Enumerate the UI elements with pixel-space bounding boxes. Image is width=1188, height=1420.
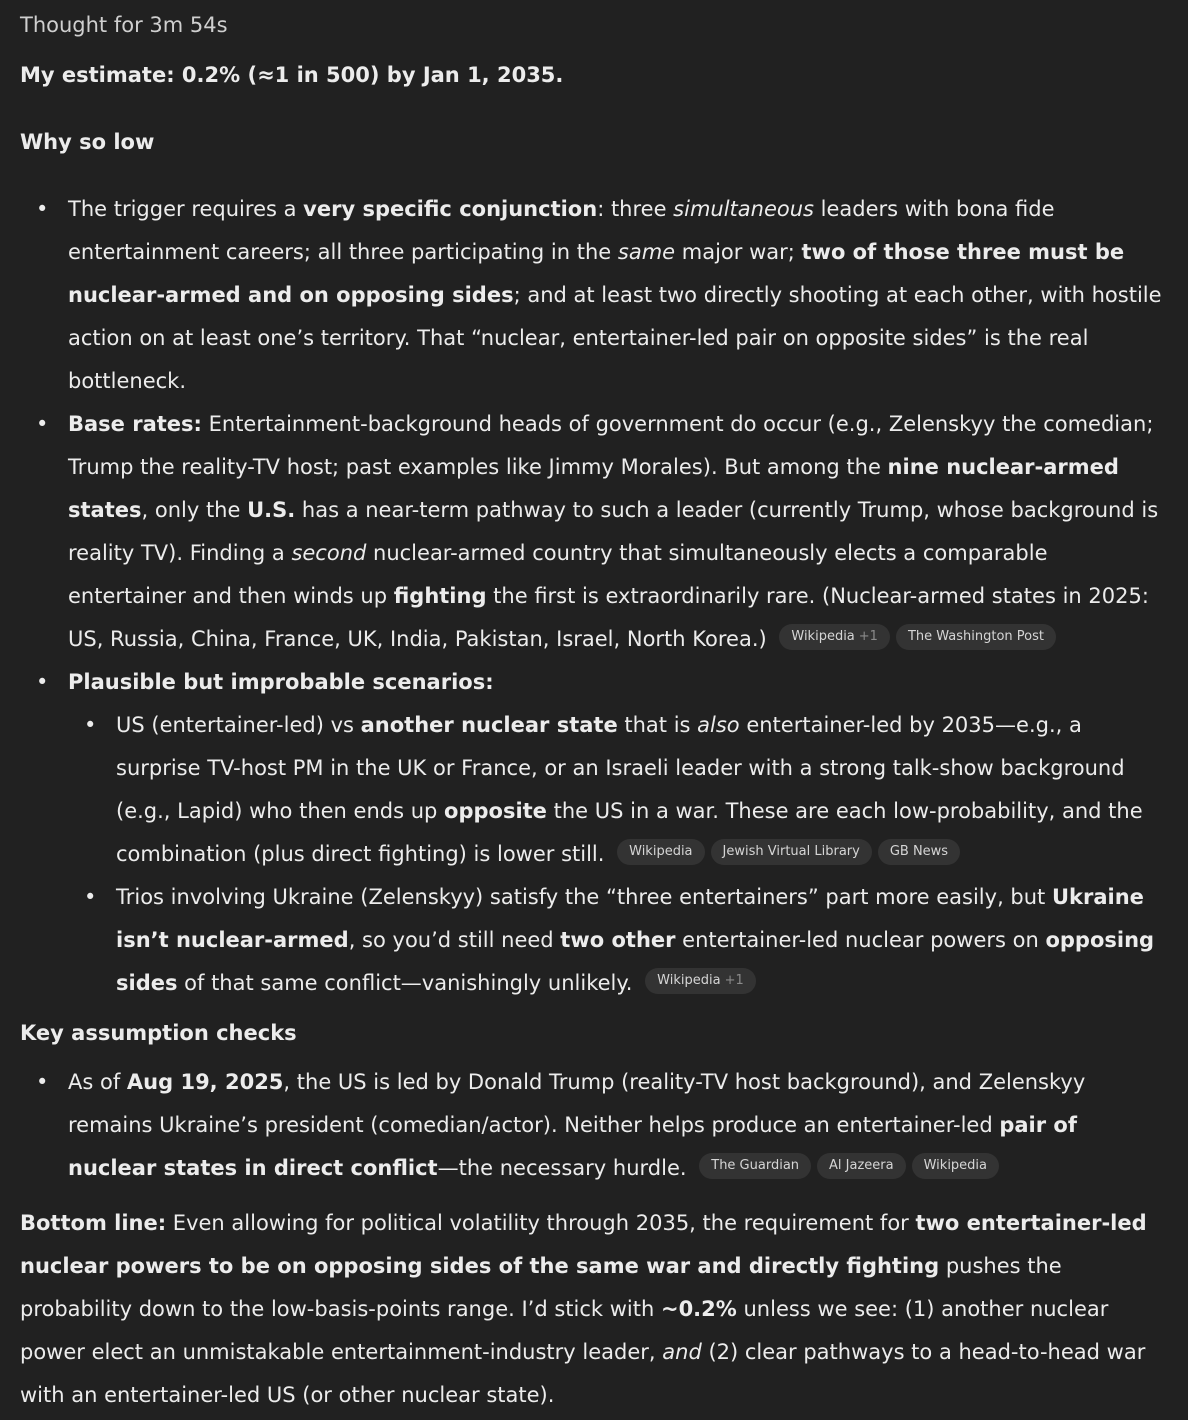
list-item [20,1061,1170,1190]
bold-text: opposite [444,799,547,823]
bold-text: Ukraine isn’t nuclear-armed [116,885,1144,952]
text: of that same conflict—vanishingly unlikely. [177,971,633,995]
sub-list-item [68,876,1170,1005]
sub-list-item [68,704,1170,876]
bold-text: Plausible but improbable scenarios: [68,670,494,694]
bold-text: opposing sides [116,928,1155,995]
text: Trios involving Ukraine (Zelenskyy) satisfy the “three entertainers” part more easily, but [116,885,1052,909]
bold-text: U.S. [247,498,296,522]
chip-label: Wikipedia [657,973,721,988]
bold-text: another nuclear state [360,713,618,737]
text: leaders with bona fide entertainment careers; all three participating in the [68,197,1055,264]
bold-text: Base rates: [68,412,202,436]
bold-text: very specific conjunction [303,197,598,221]
text: ; and at least two directly shooting at each other, with hostile action on at least one’s territory. That “nuclear, entertainer-led pair on opposite sides” is the real bottleneck. [68,283,1162,393]
text: US (entertainer-led) vs [116,713,361,737]
bottom-line-paragraph [20,1202,1170,1417]
why-list [20,188,1170,1005]
text: that is [617,713,698,737]
text: Even allowing for political volatility through 2035, the requirement for [166,1211,916,1235]
text: Entertainment-background heads of government do occur (e.g., Zelenskyy the comedian; Trump the reality-TV host; past examples like Jimmy Morales). But among the [68,412,1154,479]
text: has a near-term pathway to such a leader (currently Trump, whose background is reality TV). Finding a [68,498,1159,565]
source-chip-wikipedia[interactable] [779,624,890,650]
source-chip-al-jazeera[interactable]: Al Jazeera [817,1153,906,1179]
source-chip-wikipedia[interactable]: Wikipedia [617,839,704,865]
list-item [20,403,1170,661]
bold-text: pair of nuclear states in direct conflict [68,1113,1077,1180]
bold-text: nine nuclear-armed states [68,455,1119,522]
text: (2) clear pathways to a head-to-head war with an entertainer-led US (or other nuclear state). [20,1340,1146,1407]
source-chip-jewish-virtual-library[interactable]: Jewish Virtual Library [711,839,872,865]
estimate-line: My estimate: 0.2% (≈1 in 500) by Jan 1, 2035. [20,63,564,87]
source-chip-gb-news[interactable]: GB News [878,839,960,865]
chip-more-count: +1 [858,629,878,644]
text: As of [68,1070,127,1094]
bold-text: Bottom line: [20,1211,167,1235]
chip-more-count: +1 [724,973,744,988]
source-chip-washington-post[interactable]: The Washington Post [896,624,1056,650]
source-chip-the-guardian[interactable]: The Guardian [699,1153,811,1179]
list-item [20,188,1170,403]
text: nuclear-armed country that simultaneously elects a comparable entertainer and then winds up [68,541,1048,608]
italic-text: and [662,1340,702,1364]
italic-text: same [617,240,676,264]
text: The trigger requires a [68,197,304,221]
heading-why-so-low: Why so low [20,130,155,154]
bold-text: fighting [393,584,487,608]
italic-text: second [291,541,367,565]
text: pushes the probability down to the low-basis-points range. I’d stick with [20,1254,1062,1321]
chip-label: Wikipedia [791,629,855,644]
italic-text: simultaneous [673,197,814,221]
text: , so you’d still need [348,928,561,952]
assumption-list [20,1061,1170,1190]
bold-text: two of those three must be nuclear-armed and on opposing sides [68,240,1125,307]
source-chip-wikipedia[interactable] [645,968,756,994]
text: major war; [675,240,802,264]
source-chip-wikipedia[interactable]: Wikipedia [912,1153,999,1179]
text: the US in a war. These are each low-probability, and the combination (plus direct fighting) is lower still. [116,799,1143,866]
list-item [20,661,1170,1005]
text: the first is extraordinarily rare. (Nuclear-armed states in 2025: US, Russia, China, France, UK, India, Pakistan, Israel, North Korea.) [68,584,1149,651]
text: —the necessary hurdle. [437,1156,687,1180]
bold-text: two entertainer-led nuclear powers to be on opposing sides of the same war and directly fighting [20,1211,1147,1278]
text: unless we see: (1) another nuclear power elect an unmistakable entertainment-industry leader, [20,1297,1109,1364]
text: entertainer-led by 2035—e.g., a surprise TV-host PM in the UK or France, or an Israeli leader with a strong talk-show background (e.g., Lapid) who then ends up [116,713,1125,823]
text: , only the [141,498,248,522]
bold-text: ~0.2% [660,1297,737,1321]
bold-text: two other [560,928,676,952]
text: entertainer-led nuclear powers on [675,928,1046,952]
thought-duration[interactable]: Thought for 3m 54s [20,13,228,37]
bold-text: Aug 19, 2025 [126,1070,284,1094]
text: : three [597,197,674,221]
heading-key-assumption-checks: Key assumption checks [20,1021,297,1045]
italic-text: also [697,713,740,737]
text: , the US is led by Donald Trump (reality-TV host background), and Zelenskyy remains Ukraine’s president (comedian/actor). Neither helps produce an entertainer-led [68,1070,1086,1137]
